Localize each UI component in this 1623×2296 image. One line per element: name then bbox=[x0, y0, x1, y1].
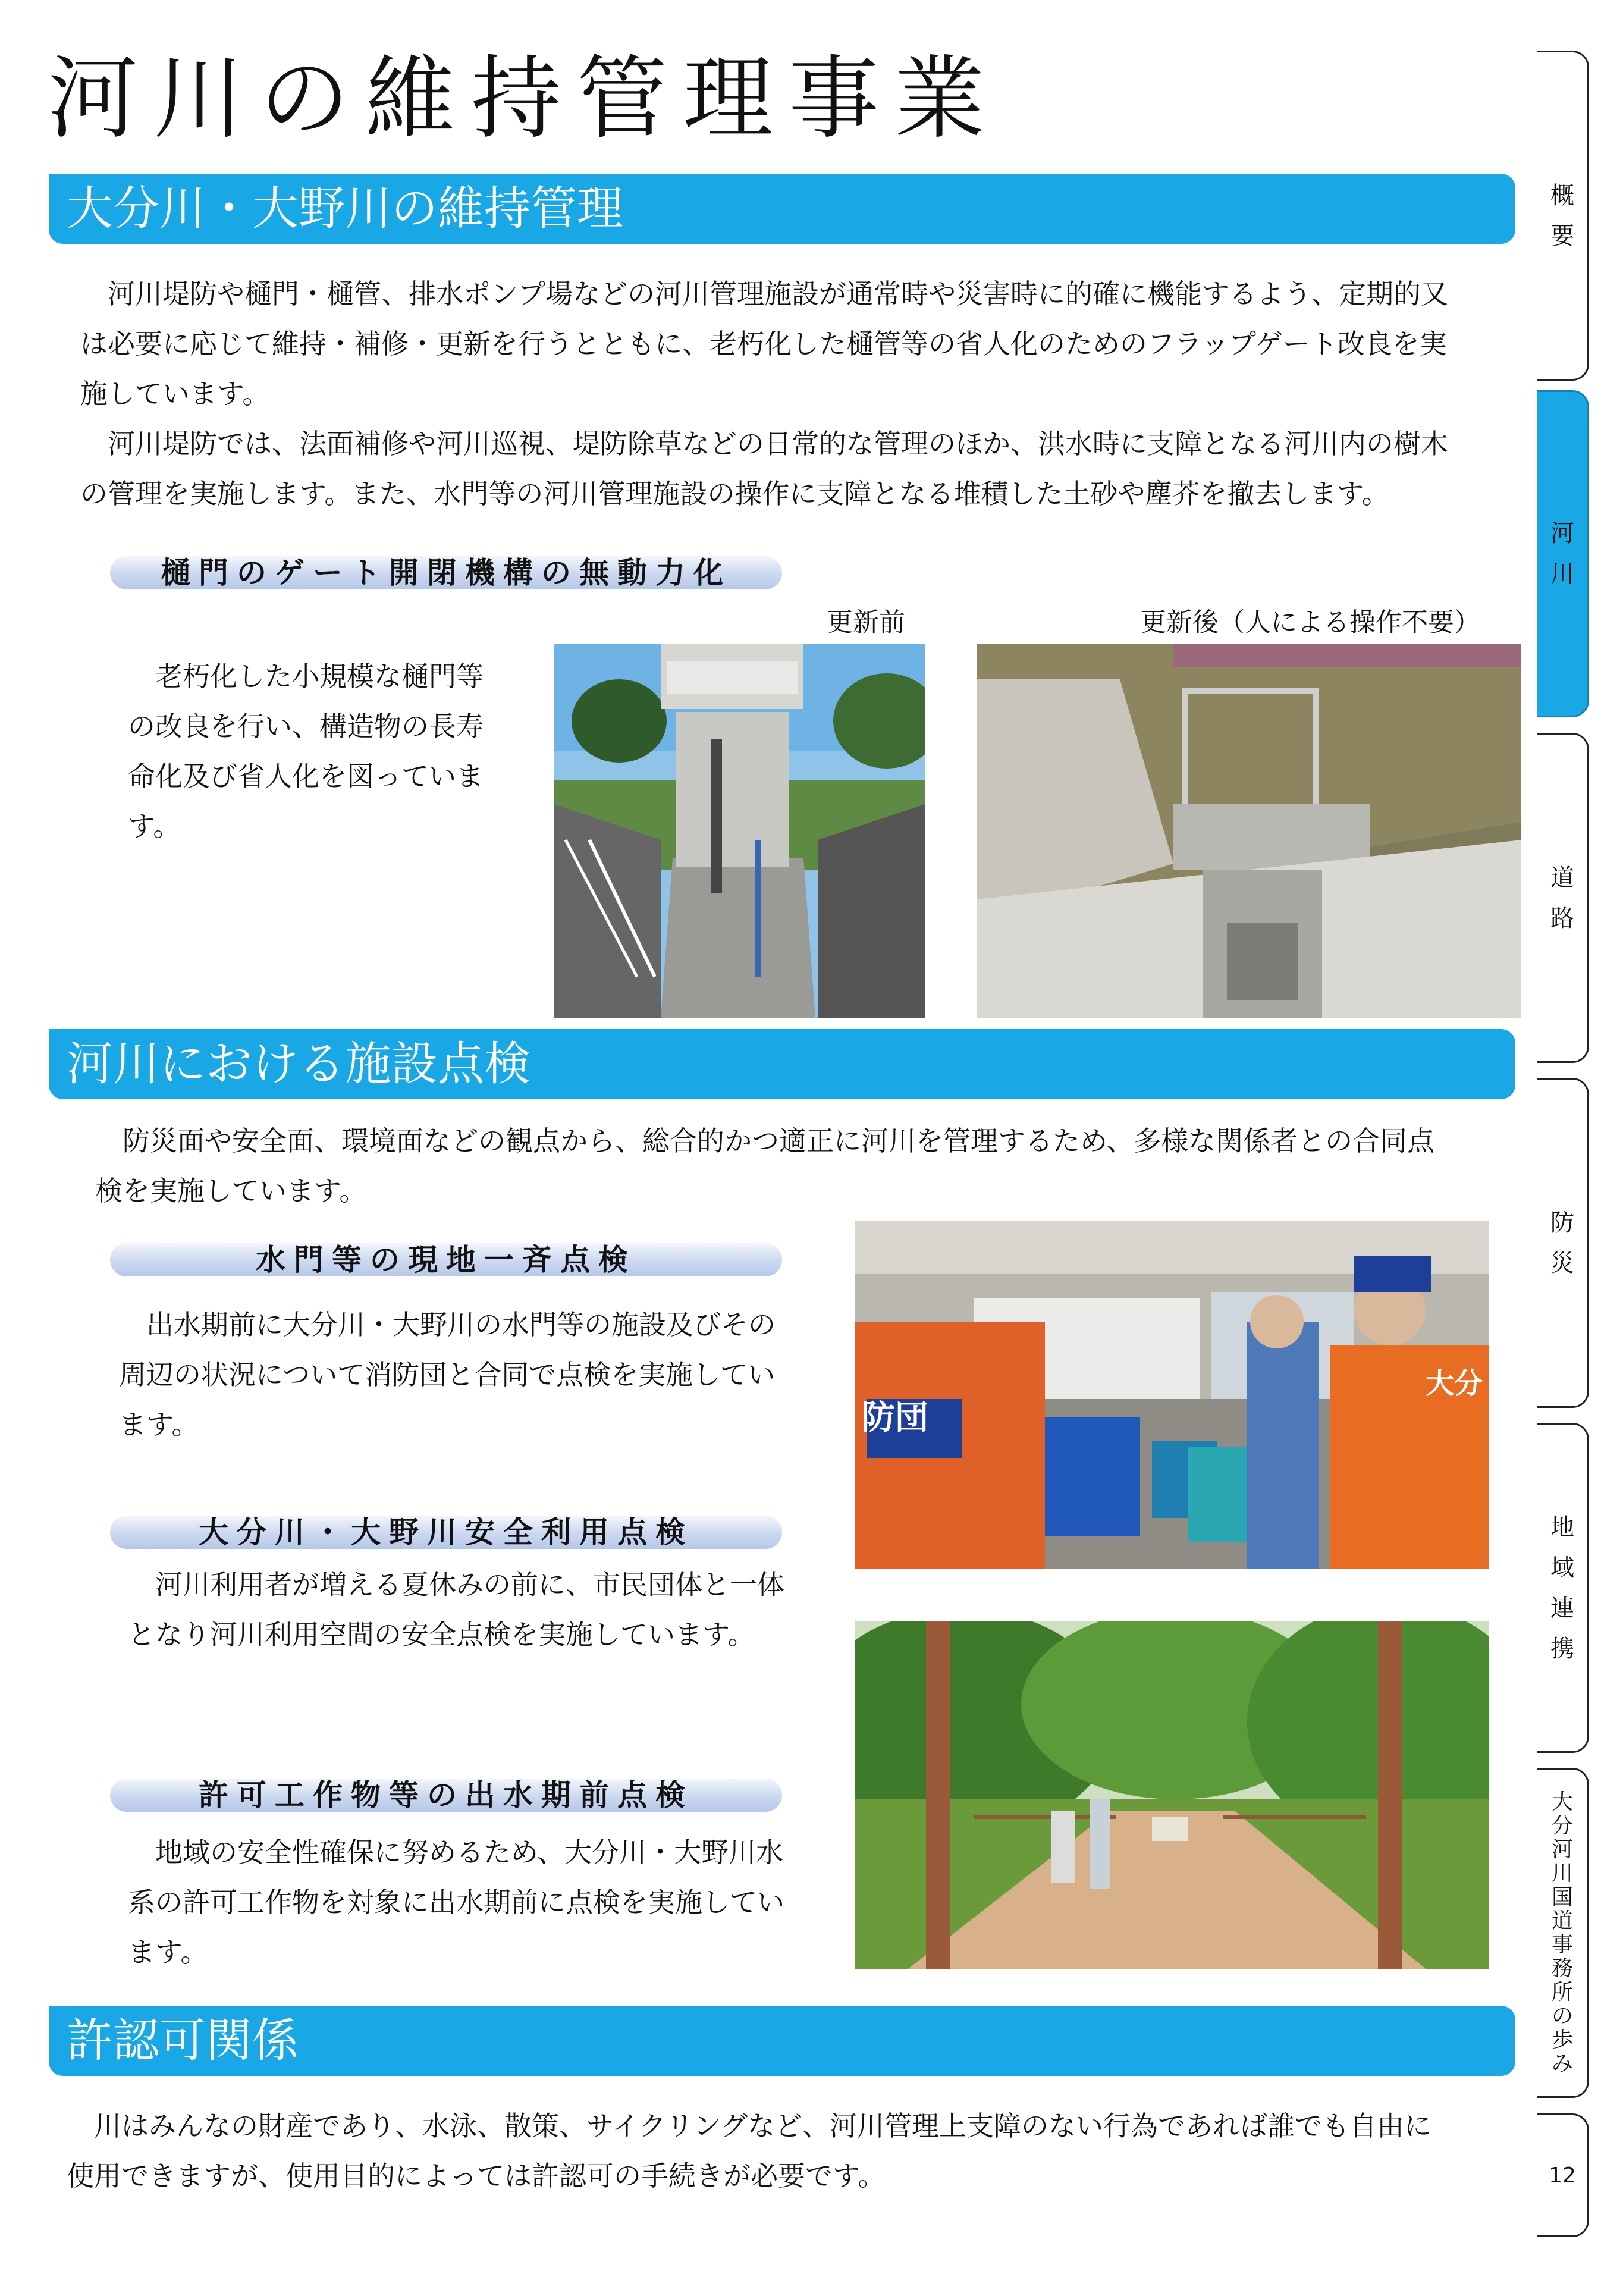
caption-before: 更新前 bbox=[827, 607, 905, 638]
side-tab-overview-label bbox=[1550, 175, 1574, 256]
side-tab-char: 災 bbox=[1550, 1249, 1574, 1277]
inspection-2-text-block bbox=[128, 1560, 788, 1660]
jacket-text-2: 大分 bbox=[1426, 1368, 1483, 1400]
page-number-box bbox=[1537, 2113, 1589, 2237]
section-heading-permits: 許認可関係 bbox=[49, 2006, 1515, 2076]
side-tab-community-label bbox=[1550, 1507, 1574, 1669]
side-tab-disaster[interactable] bbox=[1537, 1078, 1589, 1408]
side-tab-char: 地 bbox=[1550, 1513, 1574, 1541]
side-tab-community[interactable] bbox=[1537, 1423, 1589, 1753]
photo-gate-after bbox=[977, 644, 1521, 1018]
page-title: 河川の維持管理事業 bbox=[48, 46, 1000, 151]
section-heading-maintenance: 大分川・大野川の維持管理 bbox=[49, 174, 1515, 244]
permits-paragraph: 川はみんなの財産であり、水泳、散策、サイクリングなど、河川管理上支障のない行為であれば誰でも自由に使用できますが、使用目的によっては許認可の手続きが必要です。 bbox=[67, 2110, 1431, 2192]
subhead-inspection-3: 許可工作物等の出水期前点検 bbox=[110, 1779, 782, 1812]
side-tab-char: 事 bbox=[1551, 1932, 1573, 1957]
photo-joint-inspection bbox=[855, 1221, 1489, 1569]
inspection-paragraph: 防災面や安全面、環境面などの観点から、総合的かつ適正に河川を管理するため、多様な関係者との合同点検を実施しています。 bbox=[95, 1125, 1435, 1207]
side-tab-char: の bbox=[1551, 2003, 1573, 2028]
side-tab-char: 携 bbox=[1550, 1635, 1574, 1663]
side-tab-char: 路 bbox=[1550, 904, 1574, 932]
side-tab-char: 要 bbox=[1550, 222, 1574, 250]
gate-mechanism-text: 老朽化した小規模な樋門等の改良を行い、構造物の長寿命化及び省人化を図っています。 bbox=[128, 660, 484, 842]
gate-mechanism-text-block bbox=[128, 651, 484, 851]
maintenance-body bbox=[80, 269, 1448, 519]
inspection-1-text: 出水期前に大分川・大野川の水門等の施設及びその周辺の状況について消防団と合同で点検を実施しています。 bbox=[119, 1309, 776, 1441]
photo-suspension-bridge bbox=[855, 1621, 1489, 1969]
side-tab-char: 川 bbox=[1551, 1861, 1573, 1886]
inspection-2-text: 河川利用者が増える夏休みの前に、市民団体と一体となり河川利用空間の安全点検を実施しています。 bbox=[128, 1569, 784, 1651]
inspection-1-text-block bbox=[119, 1300, 785, 1450]
side-tab-char: 歩 bbox=[1551, 2027, 1573, 2052]
subhead-inspection-2: 大分川・大野川安全利用点検 bbox=[110, 1516, 782, 1549]
side-tab-char: 分 bbox=[1551, 1813, 1573, 1838]
photo-gate-before bbox=[554, 644, 925, 1018]
side-tab-road-label bbox=[1550, 858, 1574, 939]
side-tab-overview[interactable] bbox=[1537, 51, 1589, 381]
side-tab-char: 川 bbox=[1550, 560, 1574, 588]
side-tab-char: 概 bbox=[1550, 181, 1574, 209]
maintenance-paragraph-1: 河川堤防や樋門・樋管、排水ポンプ場などの河川管理施設が通常時や災害時に的確に機能するよう、定期的又は必要に応じて維持・補修・更新を行うとともに、老朽化した樋管等の省人化のためのフラップゲート改良を実施しています。 bbox=[80, 278, 1448, 410]
side-tab-char: 国 bbox=[1551, 1884, 1573, 1909]
maintenance-paragraph-2: 河川堤防では、法面補修や河川巡視、堤防除草などの日常的な管理のほか、洪水時に支障となる河川内の樹木の管理を実施します。また、水門等の河川管理施設の操作に支障となる堆積した土砂や塵芥を撤去します。 bbox=[80, 428, 1448, 510]
side-tab-road[interactable] bbox=[1537, 733, 1589, 1063]
side-tab-char: 防 bbox=[1550, 1209, 1574, 1237]
side-tab-char: み bbox=[1551, 2051, 1573, 2076]
inspection-3-text-block bbox=[128, 1827, 788, 1977]
side-tab-char: 務 bbox=[1551, 1956, 1573, 1981]
permits-body bbox=[67, 2101, 1446, 2201]
side-tab-river[interactable] bbox=[1537, 390, 1589, 717]
caption-after: 更新後（人による操作不要） bbox=[1140, 607, 1480, 638]
side-tab-char: 域 bbox=[1550, 1554, 1574, 1582]
side-tab-char: 河 bbox=[1551, 1837, 1573, 1862]
inspection-3-text: 地域の安全性確保に努めるため、大分川・大野川水系の許可工作物を対象に出水期前に点検を実施しています。 bbox=[128, 1836, 784, 1968]
side-tab-char: 連 bbox=[1550, 1594, 1574, 1622]
side-tab-history-label bbox=[1552, 1790, 1573, 2076]
side-tab-history[interactable] bbox=[1537, 1768, 1589, 2098]
inspection-body bbox=[95, 1116, 1451, 1216]
subhead-gate-mechanism: 樋門のゲート開閉機構の無動力化 bbox=[110, 556, 782, 589]
side-tab-char: 所 bbox=[1551, 1980, 1573, 2005]
section-heading-inspection: 河川における施設点検 bbox=[49, 1029, 1515, 1099]
side-tab-char: 道 bbox=[1551, 1908, 1573, 1933]
side-tab-river-label bbox=[1550, 513, 1574, 594]
side-tab-char: 大 bbox=[1551, 1789, 1573, 1814]
jacket-text-1: 防団 bbox=[862, 1398, 928, 1436]
side-tab-disaster-label bbox=[1550, 1203, 1574, 1284]
side-tab-char: 道 bbox=[1550, 864, 1574, 892]
subhead-inspection-1: 水門等の現地一斉点検 bbox=[110, 1243, 782, 1276]
page-number: 12 bbox=[1549, 2163, 1576, 2188]
side-tab-char: 河 bbox=[1550, 520, 1574, 547]
